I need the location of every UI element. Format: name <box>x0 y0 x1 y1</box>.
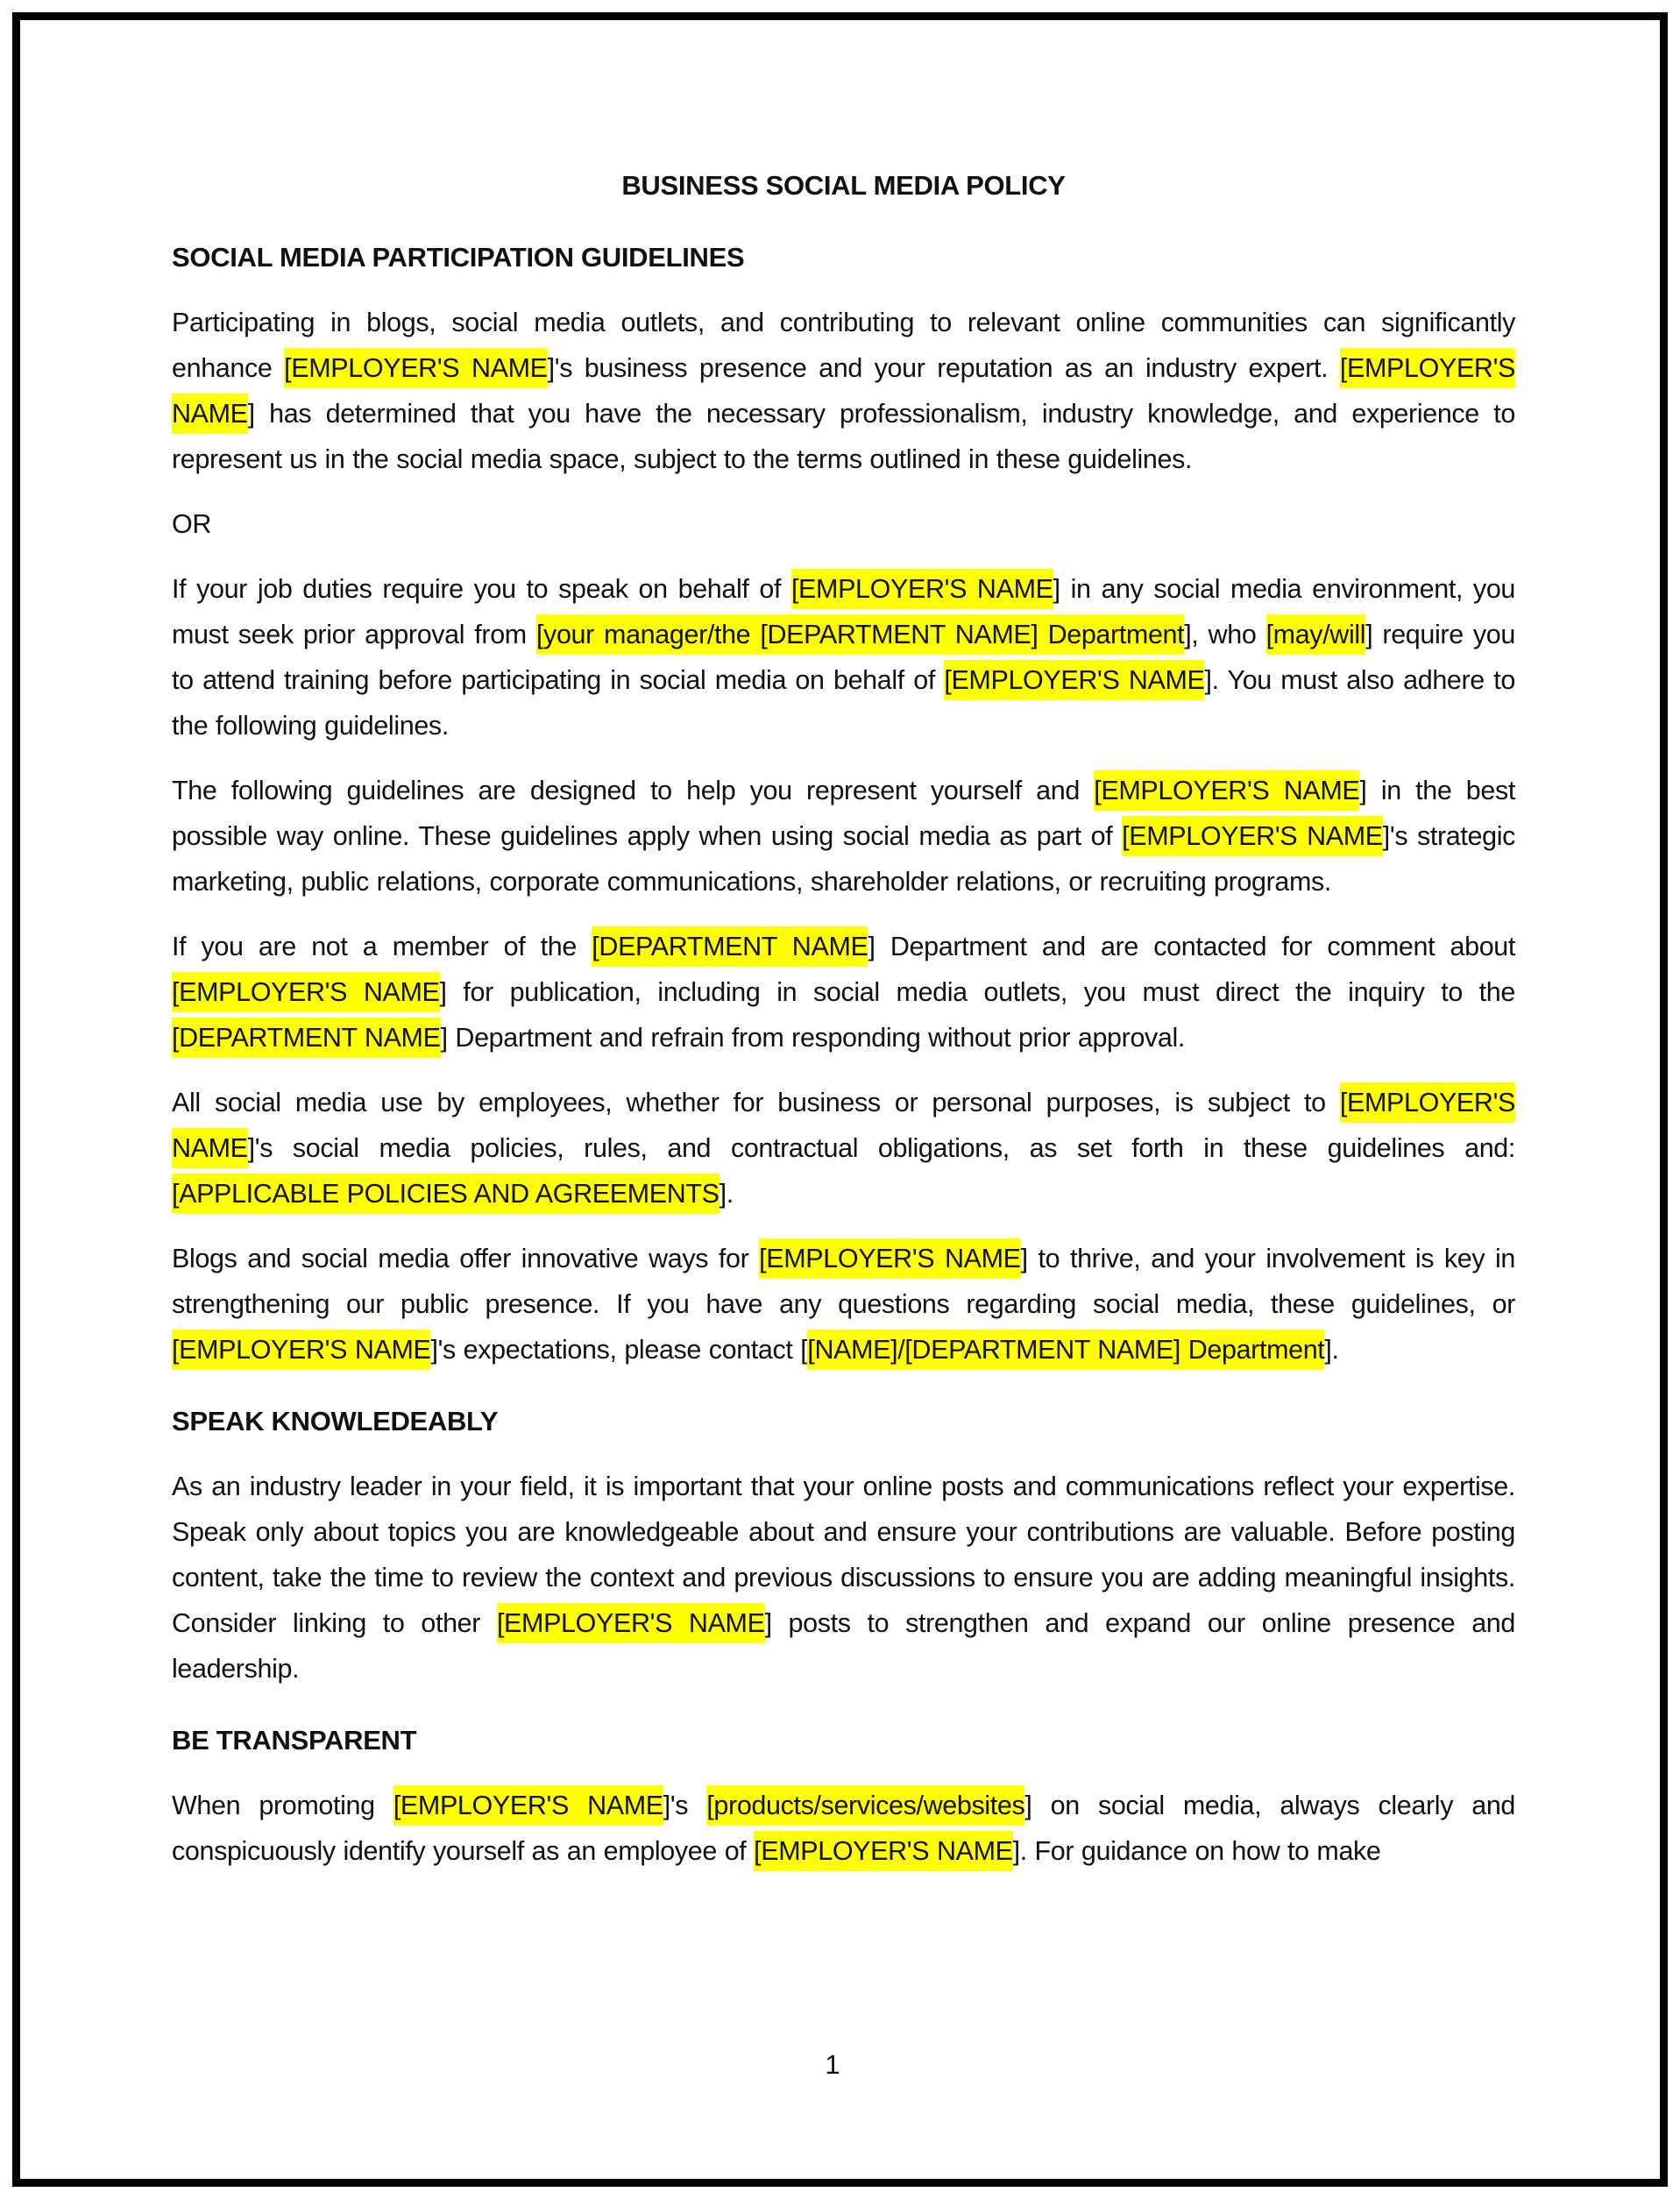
text-run: ]'s <box>663 1791 707 1820</box>
text-run: OR <box>172 509 212 539</box>
highlighted-placeholder: [your manager/the [DEPARTMENT NAME] Department <box>536 614 1184 655</box>
highlighted-placeholder: [APPLICABLE POLICIES AND AGREEMENTS <box>172 1174 719 1214</box>
document-title: BUSINESS SOCIAL MEDIA POLICY <box>621 170 1066 201</box>
text-run: ] Department and are contacted for comment about <box>868 932 1516 961</box>
paragraph <box>172 566 1515 748</box>
text-run: ] require you to attend training before participating in social media on behalf of <box>172 620 1515 695</box>
highlighted-placeholder: [EMPLOYER'S NAME <box>791 569 1053 609</box>
highlighted-placeholder: [EMPLOYER'S NAME <box>1122 816 1383 856</box>
paragraph <box>172 924 1515 1060</box>
text-run: Blogs and social media offer innovative ways for <box>172 1244 760 1273</box>
highlighted-placeholder: [products/services/websites <box>706 1785 1024 1826</box>
highlighted-placeholder: [may/will <box>1266 614 1366 655</box>
paragraph <box>172 300 1515 482</box>
document-body <box>172 235 1515 1874</box>
text-run: ], who <box>1184 620 1266 649</box>
text-run: When promoting <box>172 1791 393 1820</box>
text-run: As an industry leader in your field, it is important that your online posts and communications reflect your expertise. Speak only about topics you are knowledgeable about and ensure your contributions are valuable. Before posting content, take the time to review the context and previous discussions to ensure you are adding meaningful insights. Consider linking to other <box>172 1472 1515 1638</box>
page-content <box>172 163 1515 1893</box>
highlighted-placeholder: [EMPLOYER'S NAME <box>172 1082 1515 1168</box>
highlighted-placeholder: [EMPLOYER'S NAME <box>754 1831 1012 1871</box>
text-run: If you are not a member of the <box>172 932 592 961</box>
highlighted-placeholder: [EMPLOYER'S NAME <box>172 1330 430 1370</box>
text-run: ]. <box>719 1179 734 1209</box>
highlighted-placeholder: [EMPLOYER'S NAME <box>172 348 1515 434</box>
paragraph <box>172 501 1515 547</box>
text-run: ] to thrive, and your involvement is key in strengthening our public presence. If you have any questions regarding social media, these guidelines, or <box>172 1244 1516 1319</box>
highlighted-placeholder: [EMPLOYER'S NAME <box>1094 770 1359 811</box>
highlighted-placeholder: [DEPARTMENT NAME <box>592 926 868 967</box>
text-run: ] in any social media environment, you must seek prior approval from <box>172 574 1516 649</box>
text-run: ] has determined that you have the necessary professionalism, industry knowledge, and experience to represent us in the social media space, subject to the terms outlined in these guidelines. <box>172 399 1515 474</box>
highlighted-placeholder: [DEPARTMENT NAME <box>172 1018 441 1058</box>
text-run: ]'s social media policies, rules, and contractual obligations, as set forth in these guidelines and: <box>247 1133 1515 1163</box>
paragraph <box>172 1236 1515 1373</box>
highlighted-placeholder: [EMPLOYER'S NAME <box>172 972 440 1012</box>
text-run: ] posts to strengthen and expand our online presence and leadership. <box>172 1608 1515 1684</box>
paragraph <box>172 768 1515 904</box>
text-run: All social media use by employees, whether for business or personal purposes, is subject to <box>172 1088 1340 1117</box>
highlighted-placeholder: [EMPLOYER'S NAME <box>284 348 547 388</box>
paragraph <box>172 1783 1515 1874</box>
text-run: ] for publication, including in social media outlets, you must direct the inquiry to the <box>439 977 1515 1007</box>
highlighted-placeholder: [EMPLOYER'S NAME <box>759 1238 1021 1279</box>
section-heading: BE TRANSPARENT <box>172 1725 417 1756</box>
text-run: ]. You must also adhere to the following guidelines. <box>172 665 1515 741</box>
highlighted-placeholder: [NAME]/[DEPARTMENT NAME] Department <box>807 1330 1324 1370</box>
text-run: Participating in blogs, social media outlets, and contributing to relevant online communities can significantly enhance <box>172 308 1515 383</box>
page-number: 1 <box>825 2049 840 2080</box>
highlighted-placeholder: [EMPLOYER'S NAME <box>497 1603 765 1643</box>
text-run: If your job duties require you to speak on behalf of <box>172 574 791 604</box>
section-heading: SPEAK KNOWLEDEABLY <box>172 1406 499 1436</box>
highlighted-placeholder: [EMPLOYER'S NAME <box>944 660 1204 700</box>
text-run: ] on social media, always clearly and conspicuously identify yourself as an employee of <box>172 1791 1516 1866</box>
text-run: ] in the best possible way online. These guidelines apply when using social media as part of <box>172 776 1515 851</box>
paragraph <box>172 1080 1515 1217</box>
text-run: ]. For guidance on how to make <box>1012 1836 1381 1866</box>
text-run: ]'s strategic marketing, public relations, corporate communications, shareholder relations, or recruiting programs. <box>172 821 1515 897</box>
paragraph <box>172 1464 1515 1692</box>
text-run: ] Department and refrain from responding without prior approval. <box>440 1023 1186 1053</box>
text-run: The following guidelines are designed to help you represent yourself and <box>172 776 1095 805</box>
section-heading: SOCIAL MEDIA PARTICIPATION GUIDELINES <box>172 242 745 273</box>
highlighted-placeholder: [EMPLOYER'S NAME <box>393 1785 663 1826</box>
text-run: ]. <box>1324 1335 1339 1365</box>
text-run: ]'s business presence and your reputation as an industry expert. <box>547 353 1340 383</box>
text-run: ]'s expectations, please contact [ <box>430 1335 808 1365</box>
